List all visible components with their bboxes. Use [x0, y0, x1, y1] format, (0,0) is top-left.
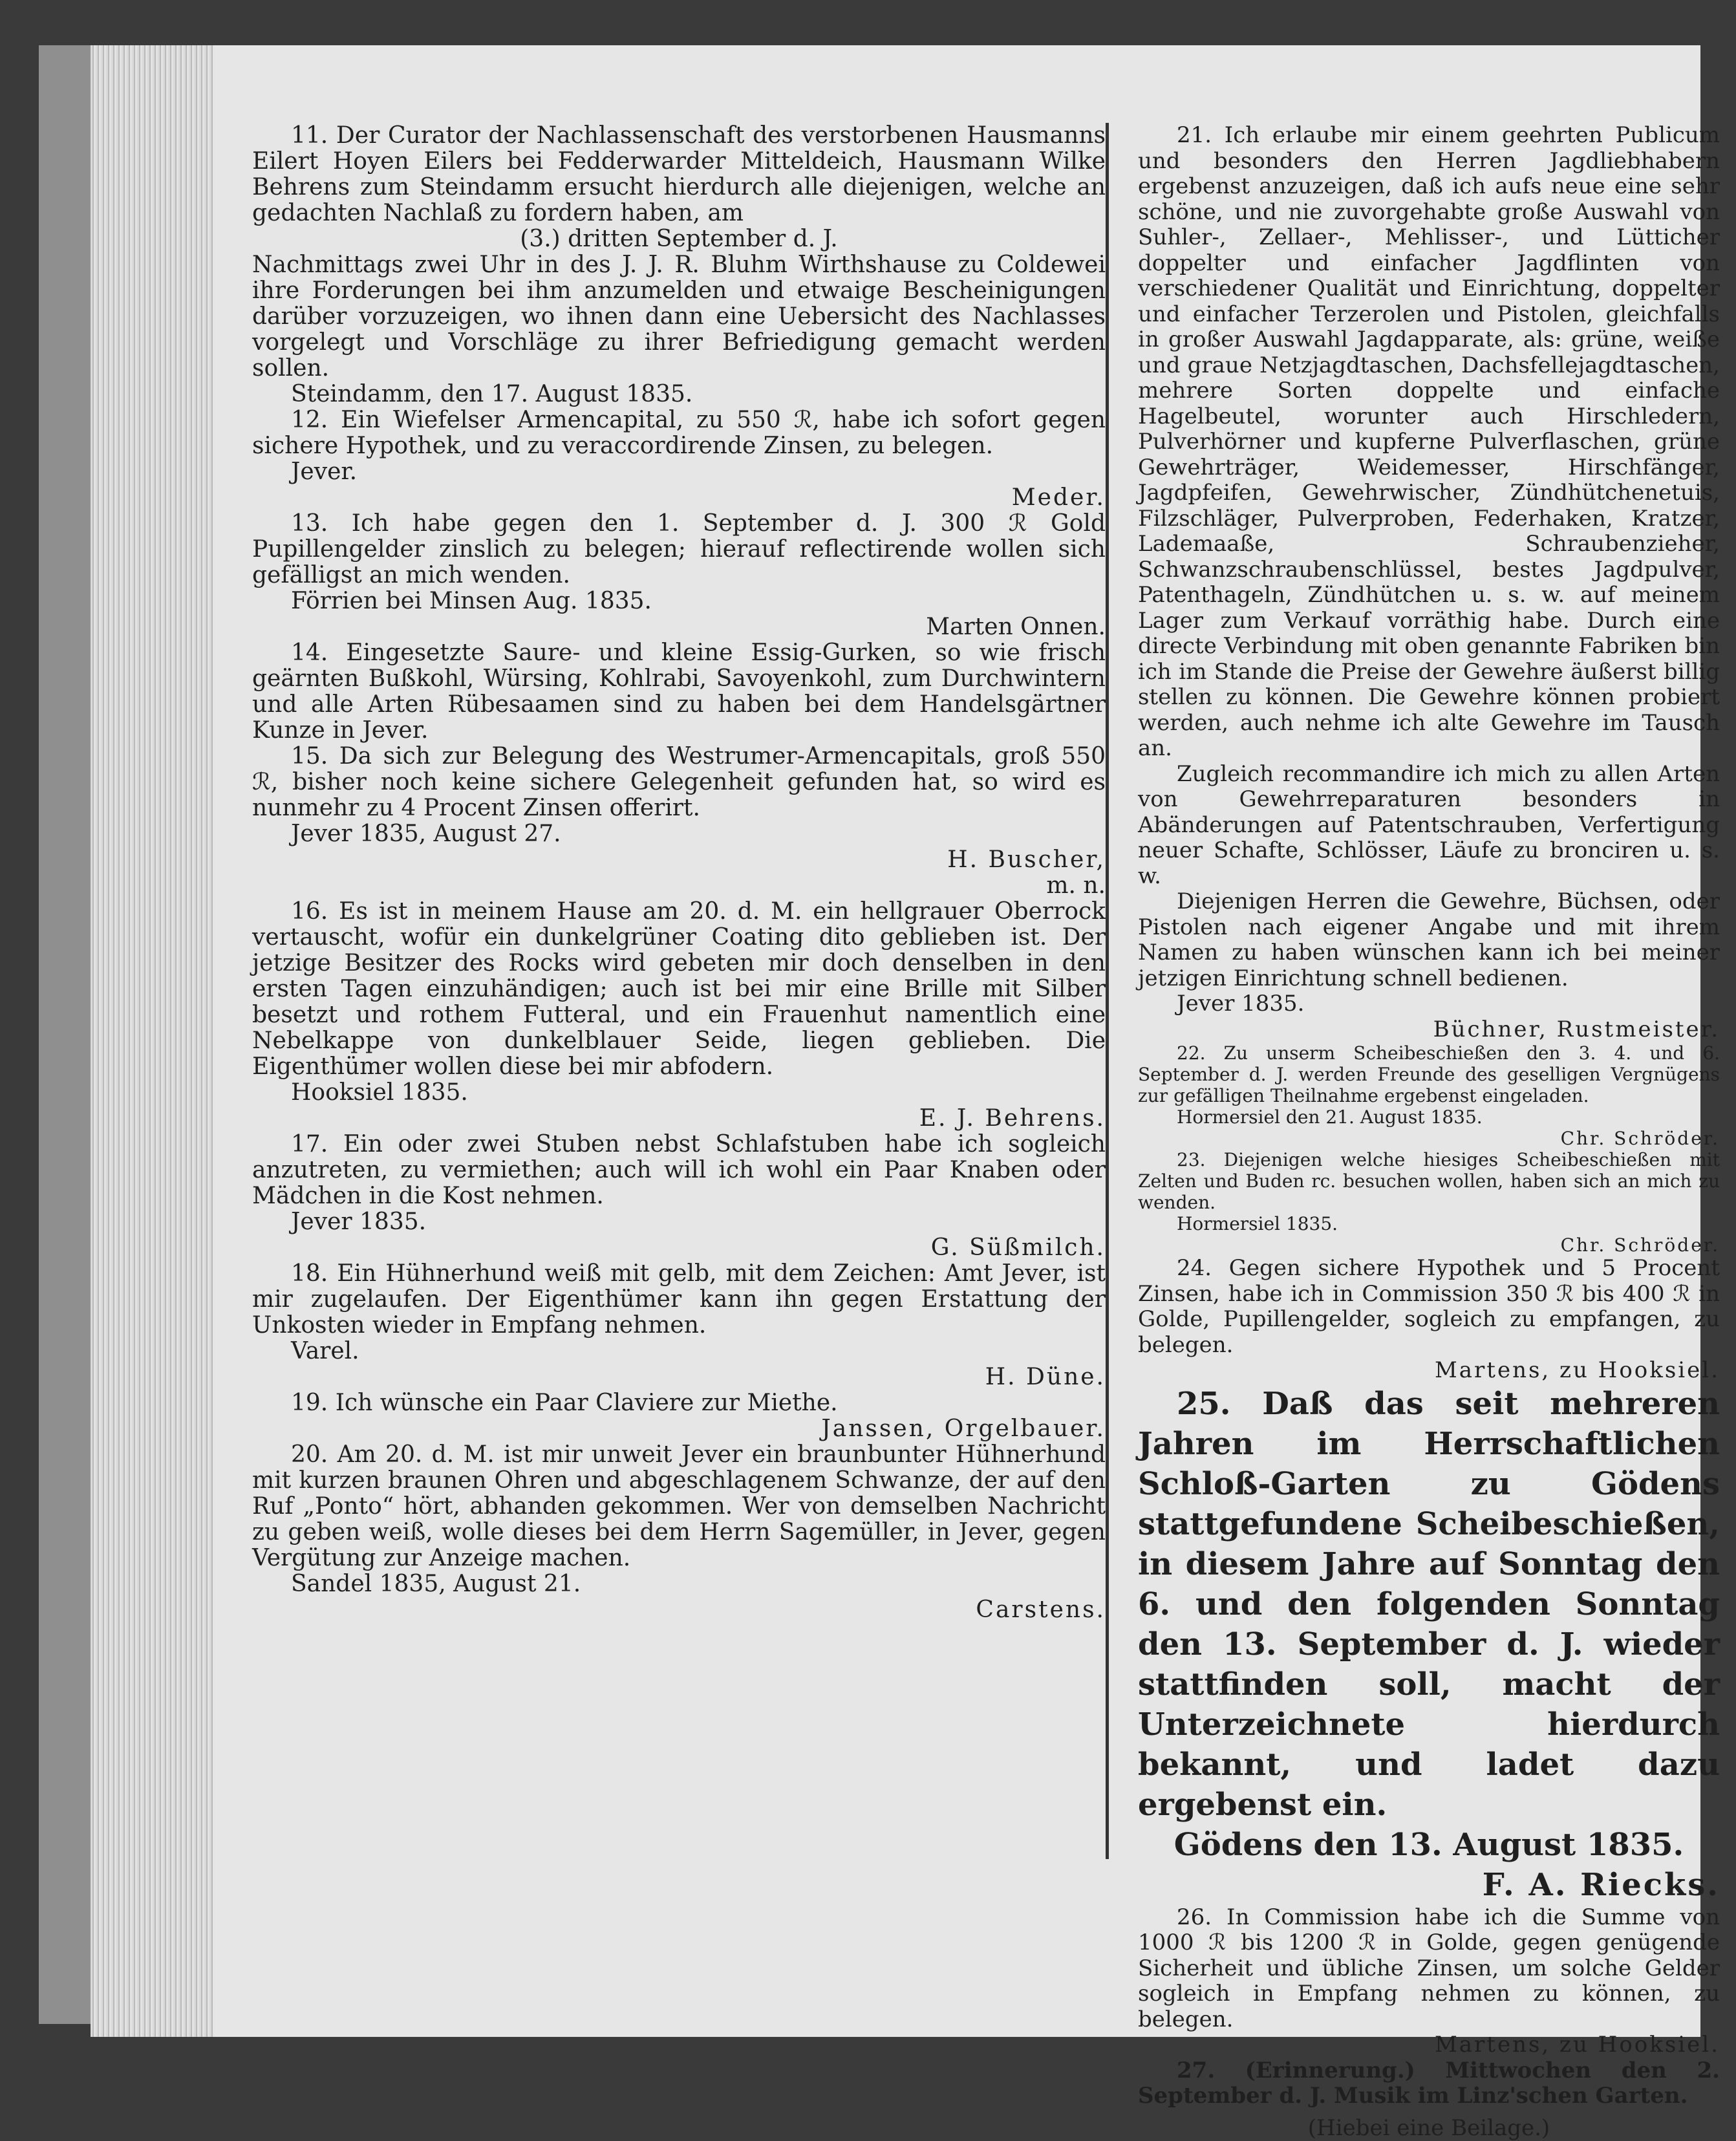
notice-12-signature: Meder. — [252, 485, 1106, 511]
right-column — [1138, 123, 1720, 2141]
notice-22: 22. Zu unserm Scheibeschießen den 3. 4. und 6. September d. J. werden Freunde des geselligen Vergnügens zur gefälligen Theilnahme ergebenst eingeladen. — [1138, 1042, 1720, 1106]
notice-24-signature: Martens, zu Hooksiel. — [1138, 1358, 1720, 1384]
notice-15-signature: H. Buscher, — [252, 847, 1106, 873]
column-divider — [1106, 123, 1109, 1859]
notice-25-place: Gödens den 13. August 1835. — [1138, 1825, 1720, 1865]
notice-15: 15. Da sich zur Belegung des Westrumer-Armencapitals, groß 550 ℛ, bisher noch keine sichere Gelegenheit gefunden hat, so wird es nunmehr zu 4 Procent Zinsen offerirt. — [252, 744, 1106, 821]
notice-23-place: Hormersiel 1835. — [1138, 1213, 1720, 1234]
book-spine — [39, 45, 91, 2024]
notice-18: 18. Ein Hühnerhund weiß mit gelb, mit dem Zeichen: Amt Jever, ist mir zugelaufen. Der Eigenthümer kann ihn gegen Erstattung der Unkosten wieder in Empfang nehmen. — [252, 1261, 1106, 1339]
notice-12: 12. Ein Wiefelser Armencapital, zu 550 ℛ, habe ich sofort gegen sichere Hypothek, und zu veraccordirende Zinsen, zu belegen. — [252, 407, 1106, 459]
notice-27: 27. (Erinnerung.) Mittwochen den 2. September d. J. Musik im Linz'schen Garten. — [1138, 2058, 1720, 2109]
notice-20-place: Sandel 1835, August 21. — [252, 1571, 1106, 1597]
notice-13-place: Förrien bei Minsen Aug. 1835. — [252, 588, 1106, 614]
notice-15-suffix: m. n. — [252, 873, 1106, 899]
notice-21-place: Jever 1835. — [1138, 991, 1720, 1017]
newspaper-page — [213, 45, 1700, 2037]
page-edges — [91, 45, 213, 2037]
notice-19: 19. Ich wünsche ein Paar Claviere zur Miethe. — [252, 1390, 1106, 1416]
notice-26: 26. In Commission habe ich die Summe von 1000 ℛ bis 1200 ℛ in Golde, gegen genügende Sicherheit und übliche Zinsen, um solche Gelder sogleich in Empfang nehmen zu können, zu belegen. — [1138, 1905, 1720, 2033]
notice-17-signature: G. Süßmilch. — [252, 1235, 1106, 1261]
notice-11-text: Nachmittags zwei Uhr in des J. J. R. Bluhm Wirthshause zu Coldewei ihre Forderungen bei ihm anzumelden und etwaige Bescheinigungen darüber vorzuzeigen, wo ihnen dann eine Uebersicht des Nachlasses vorgelegt und Vorschläge zu ihrer Befriedigung gemacht werden sollen. — [252, 252, 1106, 382]
notice-23-signature: Chr. Schröder. — [1138, 1234, 1720, 1256]
notice-26-signature: Martens, zu Hooksiel. — [1138, 2032, 1720, 2058]
notice-25-signature: F. A. Riecks. — [1138, 1865, 1720, 1905]
notice-16-place: Hooksiel 1835. — [252, 1080, 1106, 1106]
left-column — [252, 123, 1106, 1623]
notice-21-custom: Diejenigen Herren die Gewehre, Büchsen, oder Pistolen nach eigener Angabe und mit ihrem Namen zu haben wünschen kann ich bei meiner jetzigen Einrichtung schnell bedienen. — [1138, 889, 1720, 991]
notice-21: 21. Ich erlaube mir einem geehrten Publicum und besonders den Herren Jagdliebhabern ergebenst anzuzeigen, daß ich aufs neue eine sehr schöne, und nie zuvorgehabte große Auswahl von Suhler-, Zellaer-, Mehlisser-, und Lütticher doppelter und einfacher Jagdflinten von verschiedener Qualität und Einrichtung, doppelter und einfacher Terzerolen und Pistolen, gleichfalls in großer Auswahl Jagdapparate, als: grüne, weiße und graue Netzjagdtaschen, Dachsfellejagdtaschen, mehrere Sorten doppelte und einfache Hagelbeutel, worunter auch Hirschledern, Pulverhörner und kupferne Pulverflaschen, grüne Gewehrträger, Weidemesser, Hirschfänger, Jagdpfeifen, Gewehrwischer, Zündhütchenetuis, Filzschläger, Pulverproben, Federhaken, Kratzer, Lademaaße, Schraubenzieher, Schwanzschraubenschlüssel, bestes Jagdpulver, Patenthageln, Zündhütchen u. s. w. auf meinem Lager zum Verkauf vorräthig habe. Durch eine directe Verbindung mit oben genannte Fabriken bin ich im Stande die Preise der Gewehre äußerst billig stellen zu können. Die Gewehre können probiert werden, auch nehme ich alte Gewehre im Tausch an. — [1138, 123, 1720, 762]
notice-14: 14. Eingesetzte Saure- und kleine Essig-Gurken, so wie frisch geärnten Bußkohl, Würsing, Kohlrabi, Savoyenkohl, zum Durchwintern und alle Arten Rübesaamen sind zu haben bei dem Handelsgärtner Kunze in Jever. — [252, 640, 1106, 744]
spacer — [1138, 2109, 1720, 2116]
notice-18-place: Varel. — [252, 1339, 1106, 1364]
notice-25: 25. Daß das seit mehreren Jahren im Herrschaftlichen Schloß-Garten zu Gödens stattgefundene Scheibeschießen, in diesem Jahre auf Sonntag den 6. und den folgenden Sonntag den 13. September d. J. wieder stattfinden soll, macht der Unterzeichnete hierdurch bekannt, und ladet dazu ergebenst ein. — [1138, 1384, 1720, 1825]
notice-15-date: Jever 1835, August 27. — [252, 821, 1106, 847]
notice-22-place: Hormersiel den 21. August 1835. — [1138, 1106, 1720, 1128]
notice-22-signature: Chr. Schröder. — [1138, 1128, 1720, 1149]
notice-13-signature: Marten Onnen. — [252, 614, 1106, 640]
notice-24: 24. Gegen sichere Hypothek und 5 Procent Zinsen, habe ich in Commission 350 ℛ bis 400 ℛ in Golde, Pupillengelder, sogleich zu empfangen, zu belegen. — [1138, 1256, 1720, 1358]
notice-11: 11. Der Curator der Nachlassenschaft des verstorbenen Hausmanns Eilert Hoyen Eilers bei Fedderwarder Mitteldeich, Hausmann Wilke Behrens zum Steindamm ersucht hierdurch alle diejenigen, welche an gedachten Nachlaß zu fordern haben, am — [252, 123, 1106, 226]
notice-18-signature: H. Düne. — [252, 1364, 1106, 1390]
notice-21-repairs: Zugleich recommandire ich mich zu allen Arten von Gewehrreparaturen besonders in Abänderungen auf Patentschrauben, Verfertigung neuer Schafte, Schlösser, Läufe zu bronciren u. s. w. — [1138, 762, 1720, 890]
notice-17-place: Jever 1835. — [252, 1209, 1106, 1235]
notice-16-signature: E. J. Behrens. — [252, 1106, 1106, 1132]
notice-11-place: Steindamm, den 17. August 1835. — [252, 382, 1106, 407]
notice-20: 20. Am 20. d. M. ist mir unweit Jever ein braunbunter Hühnerhund mit kurzen braunen Ohren und abgeschlagenem Schwanze, der auf den Ruf „Ponto“ hört, abhanden gekommen. Wer von demselben Nachricht zu geben weiß, wolle dieses bei dem Herrn Sagemüller, in Jever, gegen Vergütung zur Anzeige machen. — [252, 1442, 1106, 1571]
notice-16: 16. Es ist in meinem Hause am 20. d. M. ein hellgrauer Oberrock vertauscht, wofür ein dunkelgrüner Coating dito geblieben ist. Der jetzige Besitzer des Rocks wird gebeten mir doch denselben in den ersten Tagen einzuhändigen; auch ist bei mir eine Brille mit Silber besetzt und rothem Futteral, und ein Frauenhut namentlich eine Nebelkappe von dunkelblauer Seide, liegen geblieben. Die Eigenthümer wollen diese bei mir abfodern. — [252, 899, 1106, 1080]
notice-19-signature: Janssen, Orgelbauer. — [252, 1416, 1106, 1442]
notice-13: 13. Ich habe gegen den 1. September d. J. 300 ℛ Gold Pupillengelder zinslich zu belegen; hierauf reflectirende wollen sich gefälligst an mich wenden. — [252, 511, 1106, 588]
notice-23: 23. Diejenigen welche hiesiges Scheibeschießen mit Zelten und Buden rc. besuchen wollen, haben sich an mich zu wenden. — [1138, 1149, 1720, 1213]
notice-21-signature: Büchner, Rustmeister. — [1138, 1017, 1720, 1043]
notice-11-date: (3.) dritten September d. J. — [252, 226, 1106, 252]
notice-17: 17. Ein oder zwei Stuben nebst Schlafstuben habe ich sogleich anzutreten, zu vermiethen; auch will ich wohl ein Paar Knaben oder Mädchen in die Kost nehmen. — [252, 1132, 1106, 1209]
notice-20-signature: Carstens. — [252, 1597, 1106, 1623]
supplement-note: (Hiebei eine Beilage.) — [1138, 2116, 1720, 2141]
notice-12-place: Jever. — [252, 459, 1106, 485]
